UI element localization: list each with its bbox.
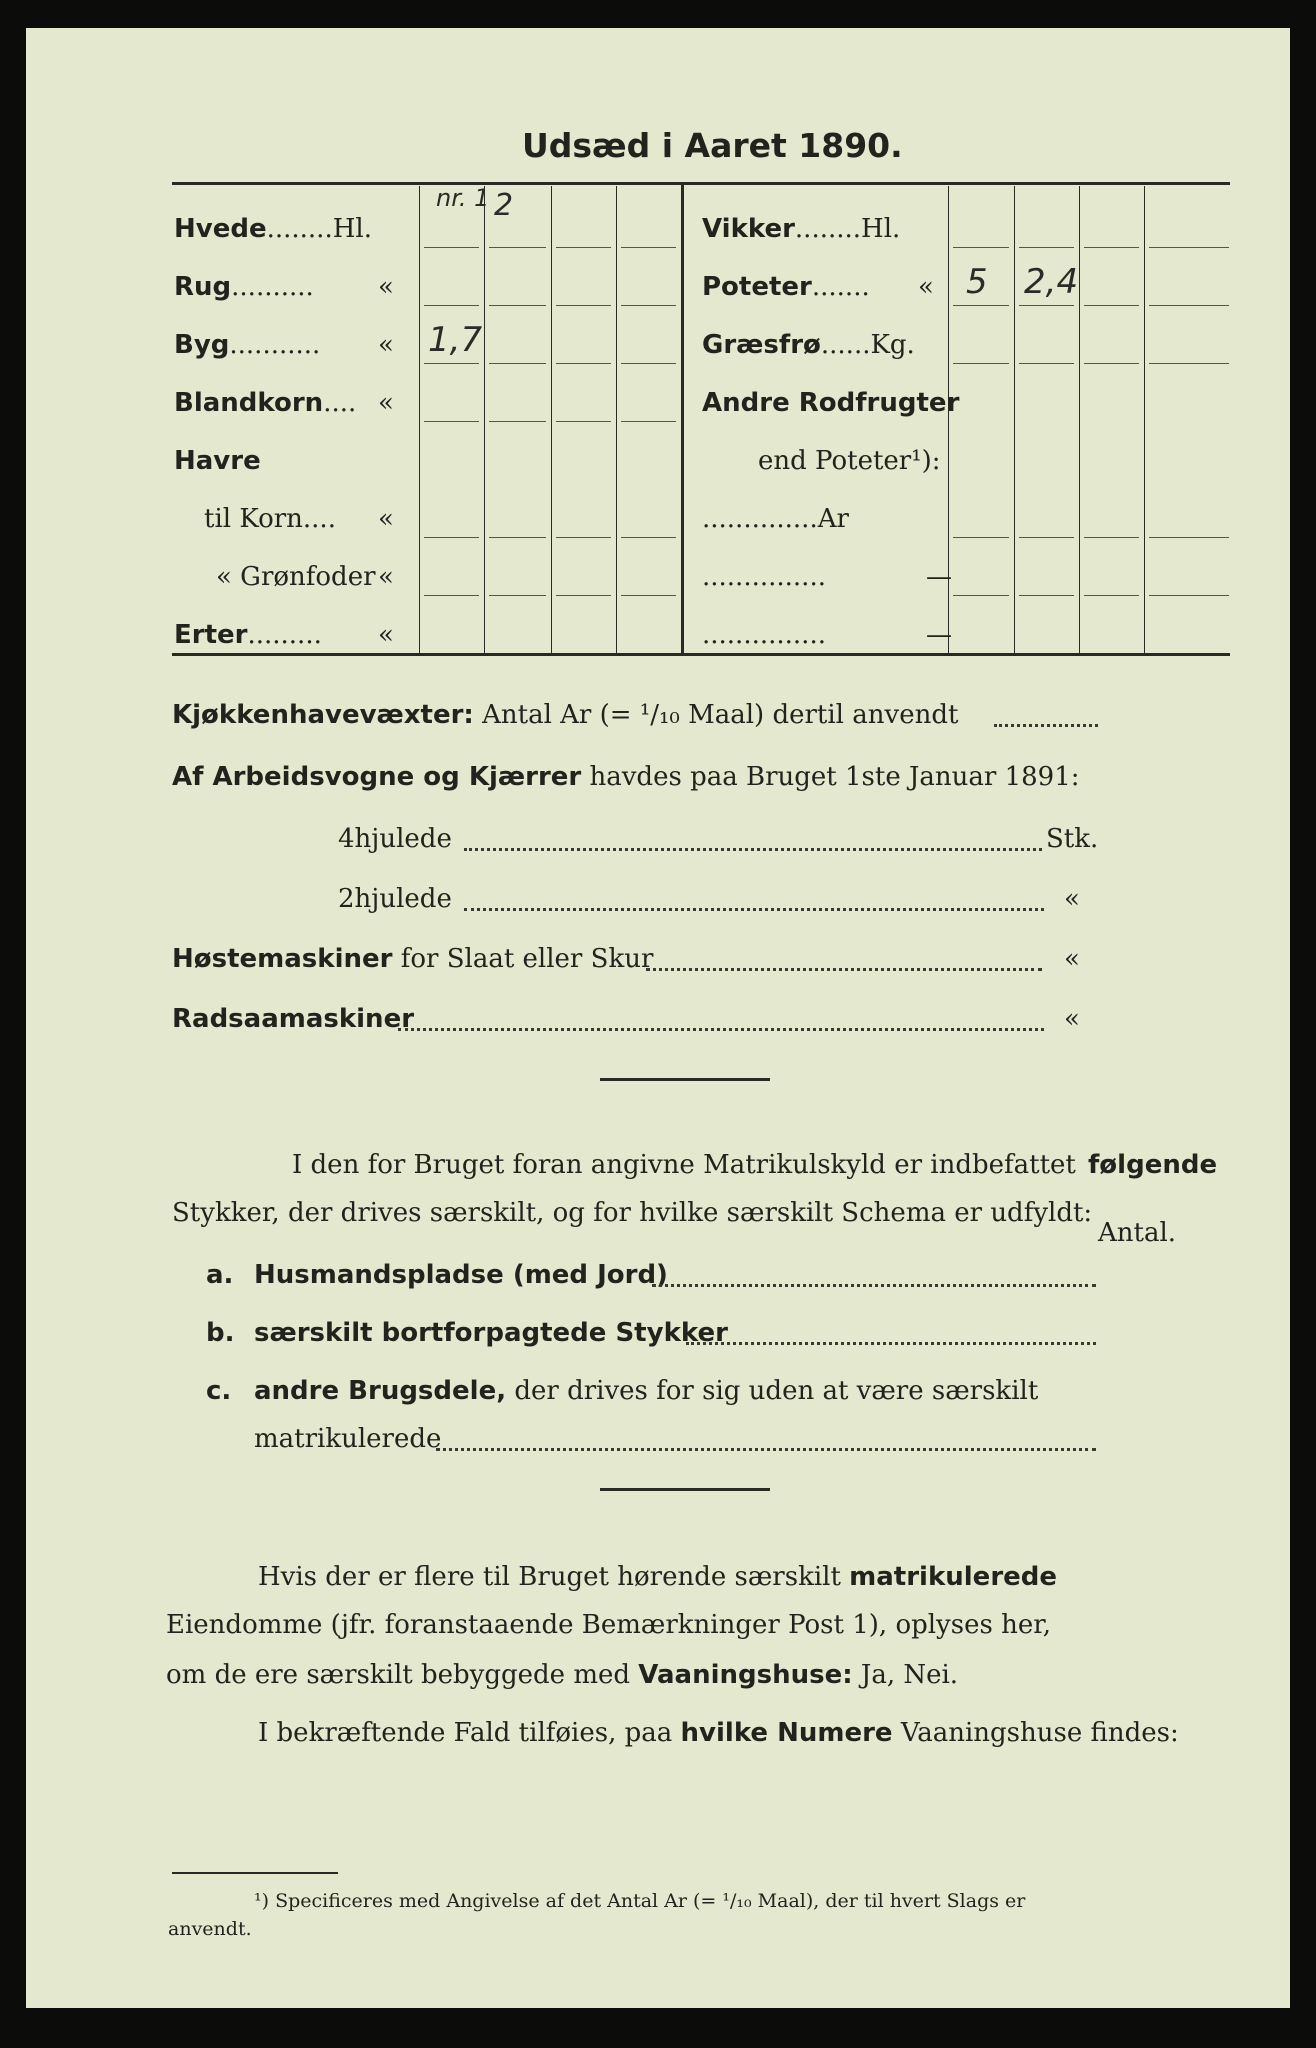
slot-line xyxy=(621,305,676,306)
col-line xyxy=(419,186,420,653)
slot-line xyxy=(556,247,611,248)
col-line xyxy=(1014,186,1015,653)
crop-name: til Korn xyxy=(204,504,303,534)
item-label: særskilt bortforpagtede Stykker xyxy=(254,1318,728,1348)
slot-line xyxy=(1084,363,1139,364)
slot-line xyxy=(1019,247,1074,248)
footnote-rule xyxy=(172,1872,338,1874)
dot-leader: .... xyxy=(302,504,336,534)
table-row xyxy=(174,388,356,418)
matrikul-folgende: følgende xyxy=(1088,1150,1218,1180)
hoste-text: for Slaat eller Skur xyxy=(400,944,654,974)
col-line xyxy=(1144,186,1145,653)
footnote-line2: anvendt. xyxy=(168,1918,252,1940)
slot-line xyxy=(621,421,676,422)
flere-line2: Eiendomme (jfr. foranstaaende Bemærkninger Post 1), oplyses her, xyxy=(166,1610,1052,1640)
col-line xyxy=(616,186,617,653)
slot-line xyxy=(489,363,546,364)
arbeidsvogne-line xyxy=(172,762,1080,792)
table-row xyxy=(174,272,314,302)
flere-text: Ja, Nei. xyxy=(860,1660,959,1690)
flere-line3 xyxy=(166,1660,958,1690)
handwritten-note: 2 xyxy=(494,188,514,223)
slot-line xyxy=(953,537,1009,538)
col-line xyxy=(1079,186,1080,653)
slot-line xyxy=(1084,247,1139,248)
matrikul-line1: I den for Bruget foran angivne Matrikulskyld er indbefattet xyxy=(292,1150,1076,1180)
slot-line xyxy=(1149,595,1229,596)
slot-line xyxy=(424,247,479,248)
unit: « xyxy=(378,562,394,592)
slot-line xyxy=(1084,305,1139,306)
slot-line xyxy=(489,537,546,538)
radsaa-label: Radsaamaskiner xyxy=(172,1004,415,1034)
dot-leader: .... xyxy=(323,388,357,418)
slot-line xyxy=(1149,537,1229,538)
flere-text: Vaaningshuse findes: xyxy=(900,1718,1179,1748)
table-row xyxy=(702,330,915,360)
dot-leader: .......... xyxy=(231,272,314,302)
section-divider xyxy=(600,1488,770,1491)
flere-bold: hvilke Numere xyxy=(680,1718,893,1748)
slot-line xyxy=(424,595,479,596)
table-row xyxy=(702,272,870,302)
crop-name: Havre xyxy=(174,446,261,476)
dot-leader: ...... xyxy=(820,330,871,360)
unit: Hl. xyxy=(332,214,372,244)
unit: « xyxy=(378,504,394,534)
slot-line xyxy=(621,537,676,538)
item-letter: b. xyxy=(206,1318,235,1348)
dot-leader: ....... xyxy=(811,272,870,302)
table-row xyxy=(702,620,826,650)
dot-leader xyxy=(652,1284,1096,1287)
arbeidsvogne-label: Af Arbeidsvogne og Kjærrer xyxy=(172,762,582,792)
slot-line xyxy=(621,247,676,248)
item-label: Husmandspladse (med Jord) xyxy=(254,1260,668,1290)
table-row xyxy=(204,504,336,534)
radsaa-unit: « xyxy=(1064,1004,1080,1034)
crop-name: « Grønfoder xyxy=(216,562,376,592)
flere-line4 xyxy=(258,1718,1179,1748)
col-line xyxy=(551,186,552,653)
handwritten-value: 2,4 xyxy=(1024,262,1079,302)
flere-bold: Vaaningshuse: xyxy=(638,1660,853,1690)
crop-name: Vikker xyxy=(702,214,795,244)
slot-line xyxy=(1149,305,1229,306)
unit: Kg. xyxy=(870,330,915,360)
handwritten-note: nr. 1 xyxy=(436,184,490,212)
kjokken-line xyxy=(172,700,958,730)
hoste-line xyxy=(172,944,653,974)
dot-leader xyxy=(686,1342,1096,1345)
flere-line1 xyxy=(258,1562,1057,1592)
crop-name: Hvede xyxy=(174,214,267,244)
table-row xyxy=(174,620,322,650)
unit: — xyxy=(926,620,952,650)
dot-leader: ............... xyxy=(702,562,826,592)
item-line xyxy=(254,1376,1038,1406)
dot-leader: ........ xyxy=(266,214,333,244)
crop-name: Poteter xyxy=(702,272,812,302)
slot-line xyxy=(1019,537,1074,538)
slot-line xyxy=(953,305,1009,306)
slot-line xyxy=(556,537,611,538)
table-row xyxy=(174,214,372,244)
table-row xyxy=(174,330,320,360)
hoste-unit: « xyxy=(1064,944,1080,974)
crop-name: Byg xyxy=(174,330,230,360)
slot-line xyxy=(556,305,611,306)
slot-line xyxy=(1084,537,1139,538)
slot-line xyxy=(489,595,546,596)
item-letter: a. xyxy=(206,1260,234,1290)
slot-line xyxy=(556,595,611,596)
antal-header: Antal. xyxy=(1098,1218,1177,1248)
dot-leader xyxy=(398,1028,1044,1031)
table-row xyxy=(702,214,900,244)
slot-line xyxy=(1084,595,1139,596)
dot-leader xyxy=(994,724,1098,727)
slot-line xyxy=(489,305,546,306)
slot-line xyxy=(621,363,676,364)
footnote-line1: ¹) Specificeres med Angivelse af det Antal Ar (= ¹/₁₀ Maal), der til hvert Slags er xyxy=(254,1890,1026,1912)
kjokken-label: Kjøkkenhavevæxter: xyxy=(172,700,474,730)
handwritten-value: 5 xyxy=(966,262,988,302)
unit: « xyxy=(918,272,934,302)
unit: Hl. xyxy=(861,214,901,244)
slot-line xyxy=(1149,363,1229,364)
flere-text: om de ere særskilt bebyggede med xyxy=(166,1660,631,1690)
table-row xyxy=(702,562,826,592)
slot-line xyxy=(953,363,1009,364)
dot-leader xyxy=(646,968,1042,971)
dot-leader: ........... xyxy=(229,330,321,360)
flere-text: Hvis der er flere til Bruget hørende særskilt xyxy=(258,1562,841,1592)
form-page xyxy=(26,28,1290,2008)
kjokken-text: Antal Ar (= ¹/₁₀ Maal) dertil anvendt xyxy=(482,700,959,730)
slot-line xyxy=(424,421,479,422)
slot-line xyxy=(489,421,546,422)
slot-line xyxy=(489,247,546,248)
hjulede2-label: 2hjulede xyxy=(338,884,452,914)
slot-line xyxy=(1019,363,1074,364)
dot-leader: ......... xyxy=(247,620,322,650)
matrikul-line2: Stykker, der drives særskilt, og for hvilke særskilt Schema er udfyldt: xyxy=(172,1198,1093,1228)
item-rest: der drives for sig uden at være særskilt xyxy=(514,1376,1039,1406)
hjulede2-unit: « xyxy=(1064,884,1080,914)
unit: « xyxy=(378,388,394,418)
unit: « xyxy=(378,272,394,302)
crop-name: Erter xyxy=(174,620,248,650)
item-line2: matrikulerede xyxy=(254,1424,442,1454)
slot-line xyxy=(556,421,611,422)
dot-leader xyxy=(436,1448,1096,1451)
item-letter: c. xyxy=(206,1376,232,1406)
section-divider xyxy=(600,1078,770,1081)
unit: « xyxy=(378,620,394,650)
flere-text: I bekræftende Fald tilføies, paa xyxy=(258,1718,673,1748)
slot-line xyxy=(953,595,1009,596)
slot-line xyxy=(621,595,676,596)
unit: Ar xyxy=(817,504,849,534)
dot-leader: ............... xyxy=(702,620,826,650)
dot-leader: .............. xyxy=(702,504,818,534)
hoste-label: Høstemaskiner xyxy=(172,944,393,974)
hjulede4-unit: Stk. xyxy=(1046,824,1099,854)
crop-name: Andre Rodfrugter xyxy=(702,388,960,418)
arbeidsvogne-text: havdes paa Bruget 1ste Januar 1891: xyxy=(589,762,1080,792)
slot-line xyxy=(1149,247,1229,248)
unit: — xyxy=(926,562,952,592)
table-top-rule xyxy=(172,182,1230,185)
flere-bold: matrikulerede xyxy=(849,1562,1058,1592)
dot-leader xyxy=(464,848,1042,851)
hjulede4-label: 4hjulede xyxy=(338,824,452,854)
crop-name: Græsfrø xyxy=(702,330,821,360)
col-line xyxy=(484,186,485,653)
slot-line xyxy=(424,363,479,364)
table-row xyxy=(702,504,849,534)
handwritten-value: 1,7 xyxy=(428,320,483,360)
crop-name: end Poteter¹): xyxy=(758,446,941,476)
page-title: Udsæd i Aaret 1890. xyxy=(522,126,903,165)
dot-leader: ........ xyxy=(794,214,862,244)
slot-line xyxy=(424,537,479,538)
crop-name: Blandkorn xyxy=(174,388,324,418)
table-center-divider xyxy=(681,184,684,654)
dot-leader xyxy=(464,908,1044,911)
table-bottom-rule xyxy=(172,653,1230,656)
unit: « xyxy=(378,330,394,360)
slot-line xyxy=(556,363,611,364)
slot-line xyxy=(953,247,1009,248)
crop-name: Rug xyxy=(174,272,232,302)
slot-line xyxy=(424,305,479,306)
slot-line xyxy=(1019,305,1074,306)
item-label: andre Brugsdele, xyxy=(254,1376,507,1406)
slot-line xyxy=(1019,595,1074,596)
